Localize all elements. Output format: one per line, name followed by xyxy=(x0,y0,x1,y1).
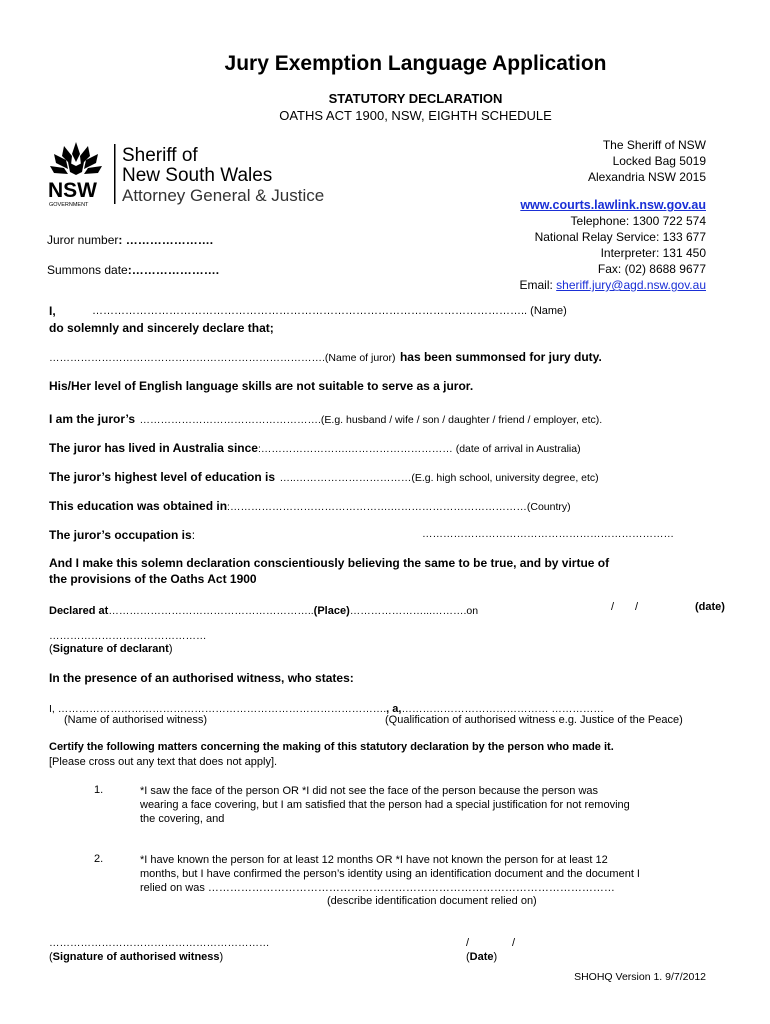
date-label: (date) xyxy=(695,601,725,613)
place-label: (Place) xyxy=(313,605,350,617)
website-link[interactable]: www.courts.lawlink.nsw.gov.au xyxy=(520,198,706,212)
place-blank[interactable]: ………………………………………………….. xyxy=(108,605,314,617)
relation-label: I am the juror’s xyxy=(49,412,136,426)
witness-signature-label: (Signature of authorised witness) xyxy=(49,951,224,963)
witness-name-label: (Name of authorised witness) xyxy=(64,714,208,726)
i-label: I, xyxy=(49,304,56,318)
occupation-label: The juror’s occupation is xyxy=(49,528,192,542)
occupation-line xyxy=(49,526,195,544)
statutory-declaration-heading: STATUTORY DECLARATION xyxy=(328,91,503,106)
nsw-government-logo xyxy=(46,140,366,210)
logo-line3: Attorney General & Justice xyxy=(122,186,325,205)
juror-name-blank[interactable]: …………………………………………………………………….(Name of juror) xyxy=(49,352,396,364)
relation-line xyxy=(49,410,602,428)
relay-service: National Relay Service: 133 677 xyxy=(534,230,706,244)
obtained-line xyxy=(49,497,571,515)
logo-line2: New South Wales xyxy=(122,165,273,186)
summoned-text: has been summonsed for jury duty. xyxy=(399,350,602,364)
address-line1: The Sheriff of NSW xyxy=(602,138,706,152)
witness-date-slash-1: / xyxy=(466,937,470,949)
juror-number-blank: : …………………. xyxy=(118,233,214,247)
interpreter: Interpreter: 131 450 xyxy=(600,246,706,260)
juror-number-label: Juror number xyxy=(47,233,119,247)
email-line xyxy=(519,277,706,293)
obtained-blank[interactable]: :……………………………………….…………………………………(Country) xyxy=(227,501,571,513)
witness-qualification-blank[interactable]: …………………………………… …………… xyxy=(401,703,604,715)
address-line2: Locked Bag 5019 xyxy=(612,154,706,168)
item2-number: 2. xyxy=(94,853,104,865)
address-block xyxy=(588,137,706,185)
lived-line xyxy=(49,439,581,457)
obtained-label: This education was obtained in xyxy=(49,499,228,513)
waratah-icon xyxy=(50,142,102,175)
declarant-signature-label: (Signature of declarant) xyxy=(49,643,173,655)
on-blank[interactable]: …………………...……….on xyxy=(349,605,479,617)
witness-name-blank[interactable]: I, …………………………………………………………………………………. xyxy=(49,703,387,715)
email-label: Email: xyxy=(519,278,557,292)
occupation-blank[interactable]: ……………………………………………………………… xyxy=(422,528,674,540)
witness-qualification-label: (Qualification of authorised witness e.g. Justice of the Peace) xyxy=(385,714,683,726)
education-line xyxy=(49,468,599,486)
logo-government-text: GOVERNMENT xyxy=(49,202,89,208)
fax: Fax: (02) 8688 9677 xyxy=(597,262,706,276)
summons-date-blank: :…………………. xyxy=(127,263,220,277)
witness-comma-a: , a, xyxy=(386,703,402,715)
language-statement: His/Her level of English language skills are not suitable to serve as a juror. xyxy=(49,379,474,393)
version-footer: SHOHQ Version 1. 9/7/2012 xyxy=(574,971,706,983)
lived-label: The juror has lived in Australia since xyxy=(49,441,258,455)
contact-block xyxy=(519,197,706,293)
lived-blank[interactable]: :…………………….………………………… (date of arrival in Australia) xyxy=(257,443,581,455)
witness-date-label: (Date) xyxy=(466,951,498,963)
declarant-name-blank[interactable]: ……………………………………………………………………………………………………….. (Name) xyxy=(92,305,567,317)
date-slash-2: / xyxy=(635,601,639,613)
juror-number-field[interactable] xyxy=(47,233,213,247)
juror-name-line xyxy=(49,348,602,366)
email-link[interactable]: sheriff.jury@agd.nsw.gov.au xyxy=(556,278,706,292)
oaths-act-heading: OATHS ACT 1900, NSW, EIGHTH SCHEDULE xyxy=(279,108,552,123)
summons-date-label: Summons date xyxy=(47,263,128,277)
logo-divider xyxy=(114,144,116,204)
address-line3: Alexandria NSW 2015 xyxy=(587,170,706,184)
item2-text: *I have known the person for at least 12 months OR *I have not known the person for at least 12 months, but I have confirmed the person’s identity using an identification document and the document I relied on was ………………………………………………………………………………………………… xyxy=(140,854,640,894)
item1-number: 1. xyxy=(94,784,104,796)
declarant-signature-blank[interactable]: ……………………………………… xyxy=(49,630,207,642)
solemn-declare: do solemnly and sincerely declare that; xyxy=(49,321,274,335)
item1-text: *I saw the face of the person OR *I did not see the face of the person because the person was wearing a face covering, but I am satisfied that the person had a special justification for not removing the covering, and xyxy=(140,785,630,825)
witness-date-slash-2: / xyxy=(512,937,516,949)
logo-line1: Sheriff of xyxy=(122,145,198,166)
page-title: Jury Exemption Language Application xyxy=(224,52,607,75)
cross-out-note: [Please cross out any text that does not apply]. xyxy=(49,756,278,768)
provisions-statement: the provisions of the Oaths Act 1900 xyxy=(49,572,257,586)
relation-blank[interactable]: …………………………………………….(E.g. husband / wife / son / daughter / friend / employer, etc). xyxy=(139,414,603,426)
witness-heading: In the presence of an authorised witness, who states: xyxy=(49,671,354,685)
education-label: The juror’s highest level of education is xyxy=(49,470,276,484)
education-blank[interactable]: …..……………………………(E.g. high school, university degree, etc) xyxy=(279,472,599,484)
telephone: Telephone: 1300 722 574 xyxy=(570,214,706,228)
logo-nsw-text: NSW xyxy=(48,179,97,202)
certify-statement: Certify the following matters concerning the making of this statutory declaration by the person who made it. xyxy=(49,741,614,753)
declared-at-label: Declared at xyxy=(49,605,109,617)
witness-signature-blank[interactable]: ……………………………………………………… xyxy=(49,937,270,949)
date-slash-1: / xyxy=(611,601,615,613)
occupation-colon: : xyxy=(191,528,196,542)
summons-date-field[interactable] xyxy=(47,263,219,277)
conscientious-statement: And I make this solemn declaration conscientiously believing the same to be true, and by virtue of xyxy=(49,556,610,570)
item2-describe-label: (describe identification document relied on) xyxy=(327,895,537,907)
declared-at-line xyxy=(49,601,478,619)
